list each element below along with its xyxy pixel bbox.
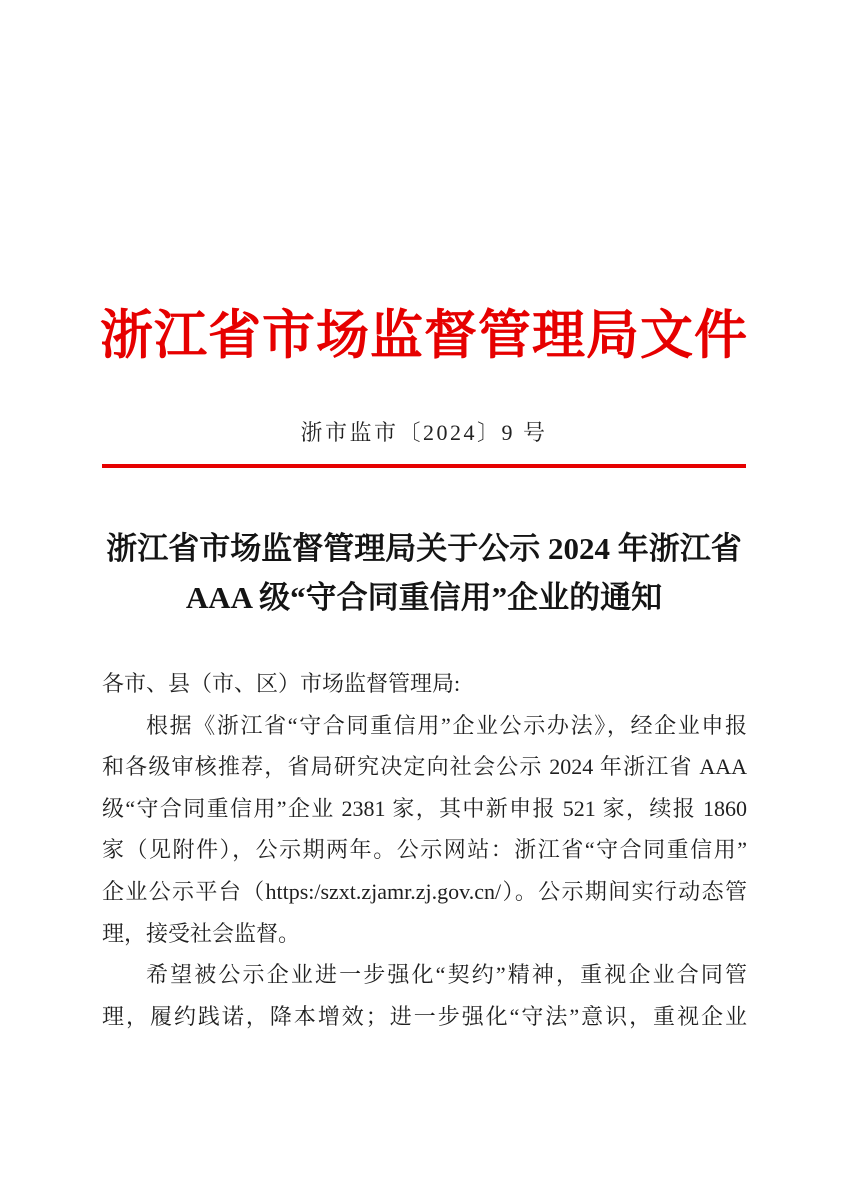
document-body [102, 663, 747, 1037]
body-line: 希望被公示企业进一步强化“契约”精神，重视企业合同管 [146, 962, 747, 988]
body-line: 家（见附件），公示期两年。公示网站：浙江省“守合同重信用” [102, 837, 747, 863]
red-separator-line [102, 464, 746, 468]
body-line-salutation: 各市、县（市、区）市场监督管理局: [102, 671, 461, 696]
document-title [0, 524, 848, 622]
document-title-line-2: AAA 级“守合同重信用”企业的通知 [185, 580, 663, 615]
body-line: 级“守合同重信用”企业 2381 家，其中新申报 521 家，续报 1860 [102, 795, 747, 821]
agency-header-title: 浙江省市场监督管理局文件 [100, 307, 748, 365]
body-line-with-url: 企业公示平台（https:/szxt.zjamr.zj.gov.cn/）。公示期间实行动态管 [102, 878, 747, 904]
body-line: 根据《浙江省“守合同重信用”企业公示办法》，经企业申报 [146, 712, 747, 738]
body-line: 理，接受社会监督。 [102, 920, 301, 946]
document-title-line-1: 浙江省市场监督管理局关于公示 2024 年浙江省 [106, 531, 742, 566]
document-number: 浙市监市〔2024〕9 号 [300, 420, 548, 445]
body-line: 理，履约践诺，降本增效；进一步强化“守法”意识，重视企业 [102, 1003, 747, 1029]
body-line: 和各级审核推荐，省局研究决定向社会公示 2024 年浙江省 AAA [102, 754, 747, 780]
